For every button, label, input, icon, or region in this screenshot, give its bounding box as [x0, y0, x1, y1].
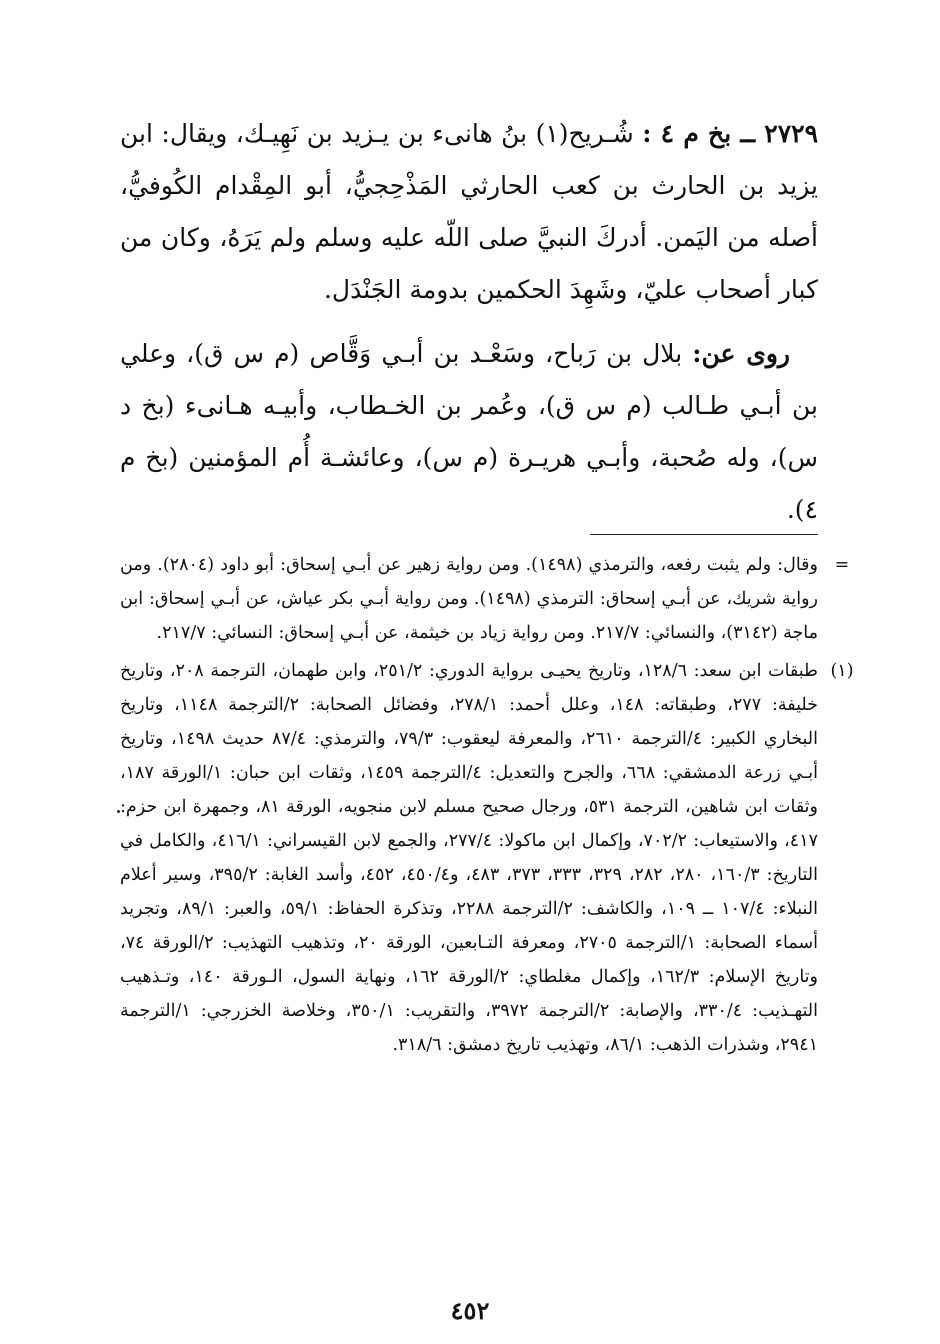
entry-text: شُـريح(١) بنُ هانىء بن يـزيد بن نَهِيـك، ويقال: ابن يزيد بن الحارث بن كعب الحارثي المَذْحِجيُّ، أبو المِقْدام الكُوفيُّ، أصله من اليَمن. أدركَ النبيَّ صلى اللّه عليه وسلم ولم يَرَهُ، وكان من كبار أصحاب عليّ، وشَهِدَ الحكمين بدومة الجَنْدَل.: [120, 119, 818, 304]
footnote-text: طبقات ابن سعد: ١٢٨/٦، وتاريخ يحيـى برواية الدوري: ٢٥١/٢، وابن طهمان، الترجمة ٢٠٨، وتاريخ خليفة: ٢٧٧، وطبقاته: ١٤٨، وعلل أحمد: ٢٧٨/١، وفضائل الصحابة: ٢/الترجمة ١١٤٨، وتاريخ البخاري الكبير: ٤/الترجمة ٢٦١٠، والمعرفة ليعقوب: ٧٩/٣، والترمذي: ٨٧/٤ حديث ١٤٩٨، وتاريخ أبـي زرعة الدمشقي: ٦٦٨، والجرح والتعديل: ٤/الترجمة ١٤٥٩، وثقات ابن حبان: ١/الورقة ١٨٧، وثقات ابن شاهين، الترجمة ٥٣١، ورجال صحيح مسلم لابن منجويه، الورقة ٨١، وجمهرة ابن حزم: ٤١٧، والاستيعاب: ٧٠٢/٢، وإكمال ابن ماكولا: ٢٧٧/٤، والجمع لابن القيسراني: ٤١٦/١، والكامل في التاريخ: ١٦٠/٣، ٢٨٠، ٢٨٢، ٣٢٩، ٣٣٣، ٣٧٣، ٤٨٣، و٤٥٠/٤، ٤٥٢، وأسد الغابة: ٣٩٥/٢، وسير أعلام النبلاء: ١٠٧/٤ ــ ١٠٩، والكاشف: ٢/الترجمة ٢٢٨٨، وتذكرة الحفاظ: ٥٩/١، والعبر: ٨٩/١، وتجريد أسماء الصحابة: ١/الترجمة ٢٧٠٥، ومعرفة التـابعين، الورقة ٢٠، وتذهيب التهذيب: ٢/الورقة ٧٤، وتاريخ الإسلام: ١٦٢/٣، وإكمال مغلطاي: ٢/الورقة ١٦٢، ونهاية السول، الـورقة ١٤٠، وتـذهيب التهـذيب: ٣٣٠/٤، والإصابة: ٢/الترجمة ٣٩٧٢، والتقريب: ٣٥٠/١، وخلاصة الخزرجي: ١/الترجمة ٢٩٤١، وشذرات الذهب: ٨٦/١، وتهذيب تاريخ دمشق: ٣١٨/٦.: [120, 661, 818, 1055]
footnote-text: وقال: ولم يثبت رفعه، والترمذي (١٤٩٨). ومن رواية زهير عن أبـي إسحاق: أبو داود (٢٨٠٤). ومن رواية شريك، عن أبـي إسحاق: الترمذي (١٤٩٨). ومن رواية أبـي بكر عياش، عن أبـي إسحاق: ابن ماجة (٣١٤٢)، والنسائي: ٢١٧/٧. ومن رواية زياد بن خيثمة، عن أبـي إسحاق: النسائي: ٢١٧/٧.: [120, 555, 818, 643]
footnote-marker: (١): [830, 661, 854, 681]
narrators-paragraph: [120, 328, 818, 536]
narrated-from-text: بلال بن رَباح، وسَعْـد بن أبـي وَقَّاص (م س ق)، وعلي بن أبـي طـالب (م س ق)، وعُمر بن الخـطاب، وأبيـه هـانىء (بخ د س)، وله صُحبة، وأبـي هريـرة (م س)، وعائشـة أُم المؤمنين (بخ م ٤).: [120, 339, 818, 524]
footnote-separator: [590, 534, 818, 535]
entry-paragraph: [120, 108, 818, 316]
continuation-mark: =: [834, 555, 850, 575]
page-number: ٤٥٢: [450, 1296, 490, 1325]
footnotes: [120, 548, 854, 1062]
biography-entry: [120, 108, 818, 536]
footnote-1: [120, 654, 854, 1062]
footnote-continuation: [120, 548, 850, 650]
narrated-from-label: روى عن:: [692, 339, 791, 368]
entry-number-and-symbols: ٢٧٢٩ ــ بخ م ٤ :: [642, 119, 818, 148]
margin-dot: [117, 810, 120, 813]
